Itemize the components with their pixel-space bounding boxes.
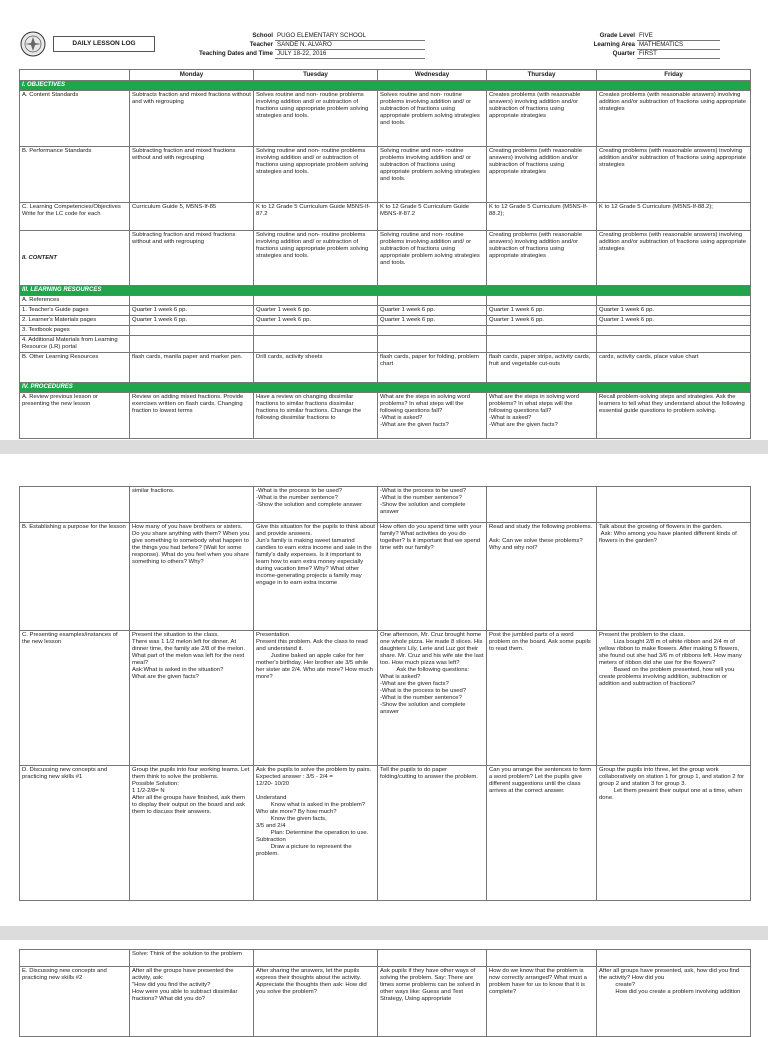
- table-cell: K to 12 Grade 5 Curriculum (M5NS-If-88.2);: [487, 203, 597, 231]
- table-cell: Solves routine and non- routine problems involving addition and/ or subtraction of fractions using appropriate problem solving strategies and tools.: [378, 91, 487, 147]
- table-cell: Post the jumbled parts of a word problem on the board. Ask some pupils to read them.: [487, 631, 597, 766]
- section-learning-resources: III. LEARNING RESOURCES: [20, 286, 751, 296]
- grade-label: Grade Level: [599, 32, 635, 39]
- table-cell: Quarter 1 week 6 pp.: [597, 316, 751, 326]
- daily-lesson-log-title: DAILY LESSON LOG: [53, 36, 155, 52]
- quarter-label: Quarter: [612, 49, 635, 57]
- table-cell: K to 12 Grade 5 Curriculum Guide M5NS-If-87.2: [254, 203, 378, 231]
- table-cell: Can you arrange the sentences to form a word problem? Let the pupils give different suggestions until the class arrives at the correct answer.: [487, 766, 597, 901]
- table-cell: Subtracts fraction and mixed fractions without and with regrouping: [130, 91, 254, 147]
- table-cell: Solving routine and non- routine problems involving addition and/ or subtraction of fractions using appropriate problem solving strategies and tools.: [378, 147, 487, 203]
- row-label: C. Learning Competencies/Objectives Write for the LC code for each: [20, 203, 130, 231]
- table-cell: Creating problems (with reasonable answers) involving addition and/or subtraction of fractions using appropriate strategies: [597, 231, 751, 286]
- table-cell: After all groups have presented, ask, how did you find the activity? How did you create? How did you create a problem involving addition: [597, 967, 751, 1037]
- table-cell: What are the steps in solving word problems? In what steps will the following questions fall? -What is asked? -What are the given facts?: [378, 393, 487, 439]
- table-cell: One afternoon, Mr. Cruz brought home one whole pizza. He made 8 slices. His daughters Lily, Lerie and Luz got their share. Mr. Cruz and his wife ate the last too. How much pizza was left? Ask the following questions: What is asked? -What are the given facts? -What is the process to be used? -What is the number sentence? -Show the solution and complete answer: [378, 631, 487, 766]
- table-cell: Curriculum Guide 5, M5NS-If-85: [130, 203, 254, 231]
- table-cell: [254, 950, 378, 967]
- table-cell: cards, activity cards, place value chart: [597, 353, 751, 383]
- day-header: Tuesday: [254, 70, 378, 81]
- table-cell: What are the steps in solving word problems? In what steps will the following questions fall? -What is asked? -What are the given facts?: [487, 393, 597, 439]
- row-label: C. Presenting examples/instances of the new lesson: [20, 631, 130, 766]
- row-label: 4. Additional Materials from Learning Resource (LR) portal: [20, 336, 130, 353]
- row-label: 1. Teacher's Guide pages: [20, 306, 130, 316]
- row-label: B. Performance Standards: [20, 147, 130, 203]
- table-cell: Quarter 1 week 6 pp.: [378, 306, 487, 316]
- table-cell: -What is the process to be used? -What is the number sentence? -Show the solution and complete answer: [254, 487, 378, 523]
- table-cell: Creating problems (with reasonable answers) involving addition and/or subtraction of fractions using appropriate strategies: [487, 231, 597, 286]
- table-cell: flash cards, paper strips, activity cards, fruit and vegetable cut-outs: [487, 353, 597, 383]
- row-label: B. Other Learning Resources: [20, 353, 130, 383]
- table-cell: [597, 950, 751, 967]
- table-cell: Quarter 1 week 6 pp.: [254, 306, 378, 316]
- corner-cell: [20, 70, 130, 81]
- row-label: A. References: [20, 296, 130, 306]
- table-cell: -What is the process to be used? -What is the number sentence? -Show the solution and complete answer: [378, 487, 487, 523]
- table-cell: Creates problems (with reasonable answers) involving addition and/or subtraction of fractions using appropriate strategies: [597, 91, 751, 147]
- table-cell: [378, 950, 487, 967]
- table-cell: Review on adding mixed fractions. Provide exercises written on flash cards. Changing fraction to lowest terms: [130, 393, 254, 439]
- teacher-value: SANDE N. ALVARO: [275, 41, 425, 50]
- table-cell: Quarter 1 week 6 pp.: [130, 306, 254, 316]
- page-2: [0, 454, 768, 926]
- row-label: E. Discussing new concepts and practicing new skills #2: [20, 967, 130, 1037]
- section-procedures: IV. PROCEDURES: [20, 383, 751, 393]
- table-cell: Quarter 1 week 6 pp.: [487, 316, 597, 326]
- table-cell: How do we know that the problem is now correctly arranged? What must a problem have for us to know that it is complete?: [487, 967, 597, 1037]
- day-header: Thursday: [487, 70, 597, 81]
- page-gap: [0, 440, 768, 454]
- day-header: Wednesday: [378, 70, 487, 81]
- page-3: [0, 940, 768, 1024]
- table-cell: [20, 950, 130, 967]
- table-cell: [597, 487, 751, 523]
- table-cell: Solving routine and non- routine problems involving addition and/ or subtraction of fractions using appropriate problem solving strategies and tools.: [254, 147, 378, 203]
- table-cell: Quarter 1 week 6 pp.: [130, 316, 254, 326]
- table-cell: Quarter 1 week 6 pp.: [487, 306, 597, 316]
- area-value: MATHEMATICS: [637, 41, 720, 50]
- table-cell: Subtracting fraction and mixed fractions without and with regrouping: [130, 147, 254, 203]
- lesson-table-page-1: [19, 69, 751, 439]
- row-label: A. Content Standards: [20, 91, 130, 147]
- table-cell: Solving routine and non- routine problems involving addition and/ or subtraction of fractions using appropriate problem solving strategies and tools.: [254, 231, 378, 286]
- table-cell: Give this situation for the pupils to think about and provide answers. Jun's family is making sweet tamarind candies to earn extra income and sale in the family's daily expenses. Is it important to learn how to earn extra money especially during vacation time? Why? What other income-generating projects a family may engage in to earn extra income: [254, 523, 378, 631]
- table-cell: How often do you spend time with your family? What activities do you do together? Is it important that we spend time with our family?: [378, 523, 487, 631]
- table-cell: Quarter 1 week 6 pp.: [378, 316, 487, 326]
- table-cell: K to 12 Grade 5 Curriculum (M5NS-If-88.2);: [597, 203, 751, 231]
- table-cell: Presentation Present this problem. Ask the class to read and understand it. Justine baked an apple cake for her mother's birthday. Her brother ate 3/5 while her sister ate 2/4. Who ate more? How much more?: [254, 631, 378, 766]
- day-header: Friday: [597, 70, 751, 81]
- table-cell: Ask pupils if they have other ways of solving the problem. Say: There are times some problems can be solved in other ways like: Guess and Test Strategy, Using appropriate: [378, 967, 487, 1037]
- table-cell: Creating problems (with reasonable answers) involving addition and/or subtraction of fractions using appropriate strategies: [487, 147, 597, 203]
- table-cell: Present the problem to the class. Liza bought 2/8 m of white ribbon and 2/4 m of yellow ribbon to make flowers. After making 5 flowers, she found out she had 3/6 m of ribbons left. How many meters of ribbon did she use for the flowers? Based on the problem presented, how will you create problems involving addition, subtraction or addition and subtraction of fractions?: [597, 631, 751, 766]
- table-cell: After all the groups have presented the activity, ask: "How did you find the activity? How were you able to subtract dissimilar fractions? What did you do?: [130, 967, 254, 1037]
- table-cell: similar fractions.: [130, 487, 254, 523]
- table-cell: flash cards, manila paper and marker pen.: [130, 353, 254, 383]
- lesson-table-page-2: [19, 486, 751, 901]
- table-cell: Solves routine and non- routine problems involving addition and/ or subtraction of fractions using appropriate problem solving strategies and tools.: [254, 91, 378, 147]
- table-cell: Present the situation to the class. There was 1 1/2 melon left for dinner. At dinner time, the family ate 2/8 of the melon. What part of the melon was left for the next meal? Ask:What is asked in the situation? What are the given facts?: [130, 631, 254, 766]
- section-objectives: I. OBJECTIVES: [20, 81, 751, 91]
- table-cell: Solving routine and non- routine problems involving addition and/ or subtraction of fractions using appropriate problem solving strategies and tools.: [378, 231, 487, 286]
- table-cell: flash cards, paper for folding, problem chart: [378, 353, 487, 383]
- deped-seal-icon: [20, 31, 46, 57]
- table-cell: [487, 950, 597, 967]
- school-label: School: [252, 32, 273, 39]
- row-label: B. Establishing a purpose for the lesson: [20, 523, 130, 631]
- dates-value: JULY 18-22, 2016: [275, 50, 425, 59]
- row-label: 3. Textbook pages: [20, 326, 130, 336]
- table-cell: [20, 487, 130, 523]
- page-gap: [0, 926, 768, 940]
- table-cell: Recall problem-solving steps and strategies. Ask the learners to tell what they understand about the following essential guide questions to problem solving.: [597, 393, 751, 439]
- table-cell: K to 12 Grade 5 Curriculum Guide M5NS-If-87.2: [378, 203, 487, 231]
- table-cell: After sharing the answers, let the pupils express their thoughts about the activity. Appreciate the thoughts then ask: How did you solve the problem?: [254, 967, 378, 1037]
- table-cell: Tell the pupils to do paper folding/cutting to answer the problem.: [378, 766, 487, 901]
- day-header: Monday: [130, 70, 254, 81]
- table-cell: [487, 487, 597, 523]
- table-cell: How many of you have brothers or sisters. Do you share anything with them? When you give something to somebody what happen to the things you had before? (Wait for some response). What do you feel when you share something to others? Why?: [130, 523, 254, 631]
- table-cell: Drill cards, activity sheets: [254, 353, 378, 383]
- header-info: [160, 32, 720, 59]
- table-cell: Talk about the growing of flowers in the garden. Ask: Who among you have planted different kinds of flowers in the garden?: [597, 523, 751, 631]
- row-label: A. Review previous lesson or presenting the new lesson: [20, 393, 130, 439]
- table-cell: Subtracting fraction and mixed fractions without and with regrouping: [130, 231, 254, 286]
- table-cell: Quarter 1 week 6 pp.: [597, 306, 751, 316]
- table-cell: Creating problems (with reasonable answers) involving addition and/or subtraction of fractions using appropriate strategies: [597, 147, 751, 203]
- table-cell: Ask the pupils to solve the problem by pairs. Expected answer : 3/5 - 2/4 = 12/20- 10/20 Understand Know what is asked in the problem? Who ate more? By how much? Know the given facts, 3/5 and 2/4 Plan: Determine the operation to use. Subtraction Draw a picture to represent the problem.: [254, 766, 378, 901]
- row-label: II. CONTENT: [20, 231, 130, 286]
- table-cell: Have a review on changing dissimilar fractions to similar fractions dissimilar fractions to similar fractions. Change the following dissimilar fractions to: [254, 393, 378, 439]
- table-cell: Group the pupils into four working teams. Let them think to solve the problems. Possible Solution: 1 1/2-2/8= N After all the groups have finished, ask them to display their output on the board and ask them to discuss their answers.: [130, 766, 254, 901]
- table-cell: Group the pupils into three, let the group work collaboratively on station 1 for group 1, and station 2 for group 2 and station 3 for group 3. Let them present their output one at a time, when done.: [597, 766, 751, 901]
- table-cell: Creates problems (with reasonable answers) involving addition and/or subtraction of fractions using appropriate strategies: [487, 91, 597, 147]
- row-label: D. Discussing new concepts and practicing new skills #1: [20, 766, 130, 901]
- page-1: [0, 0, 768, 440]
- dates-label: Teaching Dates and Time: [198, 49, 273, 57]
- table-cell: Read and study the following problems. Ask: Can we solve these problems? Why and why not?: [487, 523, 597, 631]
- table-cell: Quarter 1 week 6 pp.: [254, 316, 378, 326]
- teacher-label: Teacher: [249, 40, 273, 48]
- grade-value: FIVE: [637, 32, 720, 41]
- row-label: 2. Learner's Materials pages: [20, 316, 130, 326]
- table-cell: Solve: Think of the solution to the problem: [130, 950, 254, 967]
- quarter-value: FIRST: [637, 50, 720, 59]
- school-value: PUGO ELEMENTARY SCHOOL: [275, 32, 425, 41]
- area-label: Learning Area: [593, 40, 635, 48]
